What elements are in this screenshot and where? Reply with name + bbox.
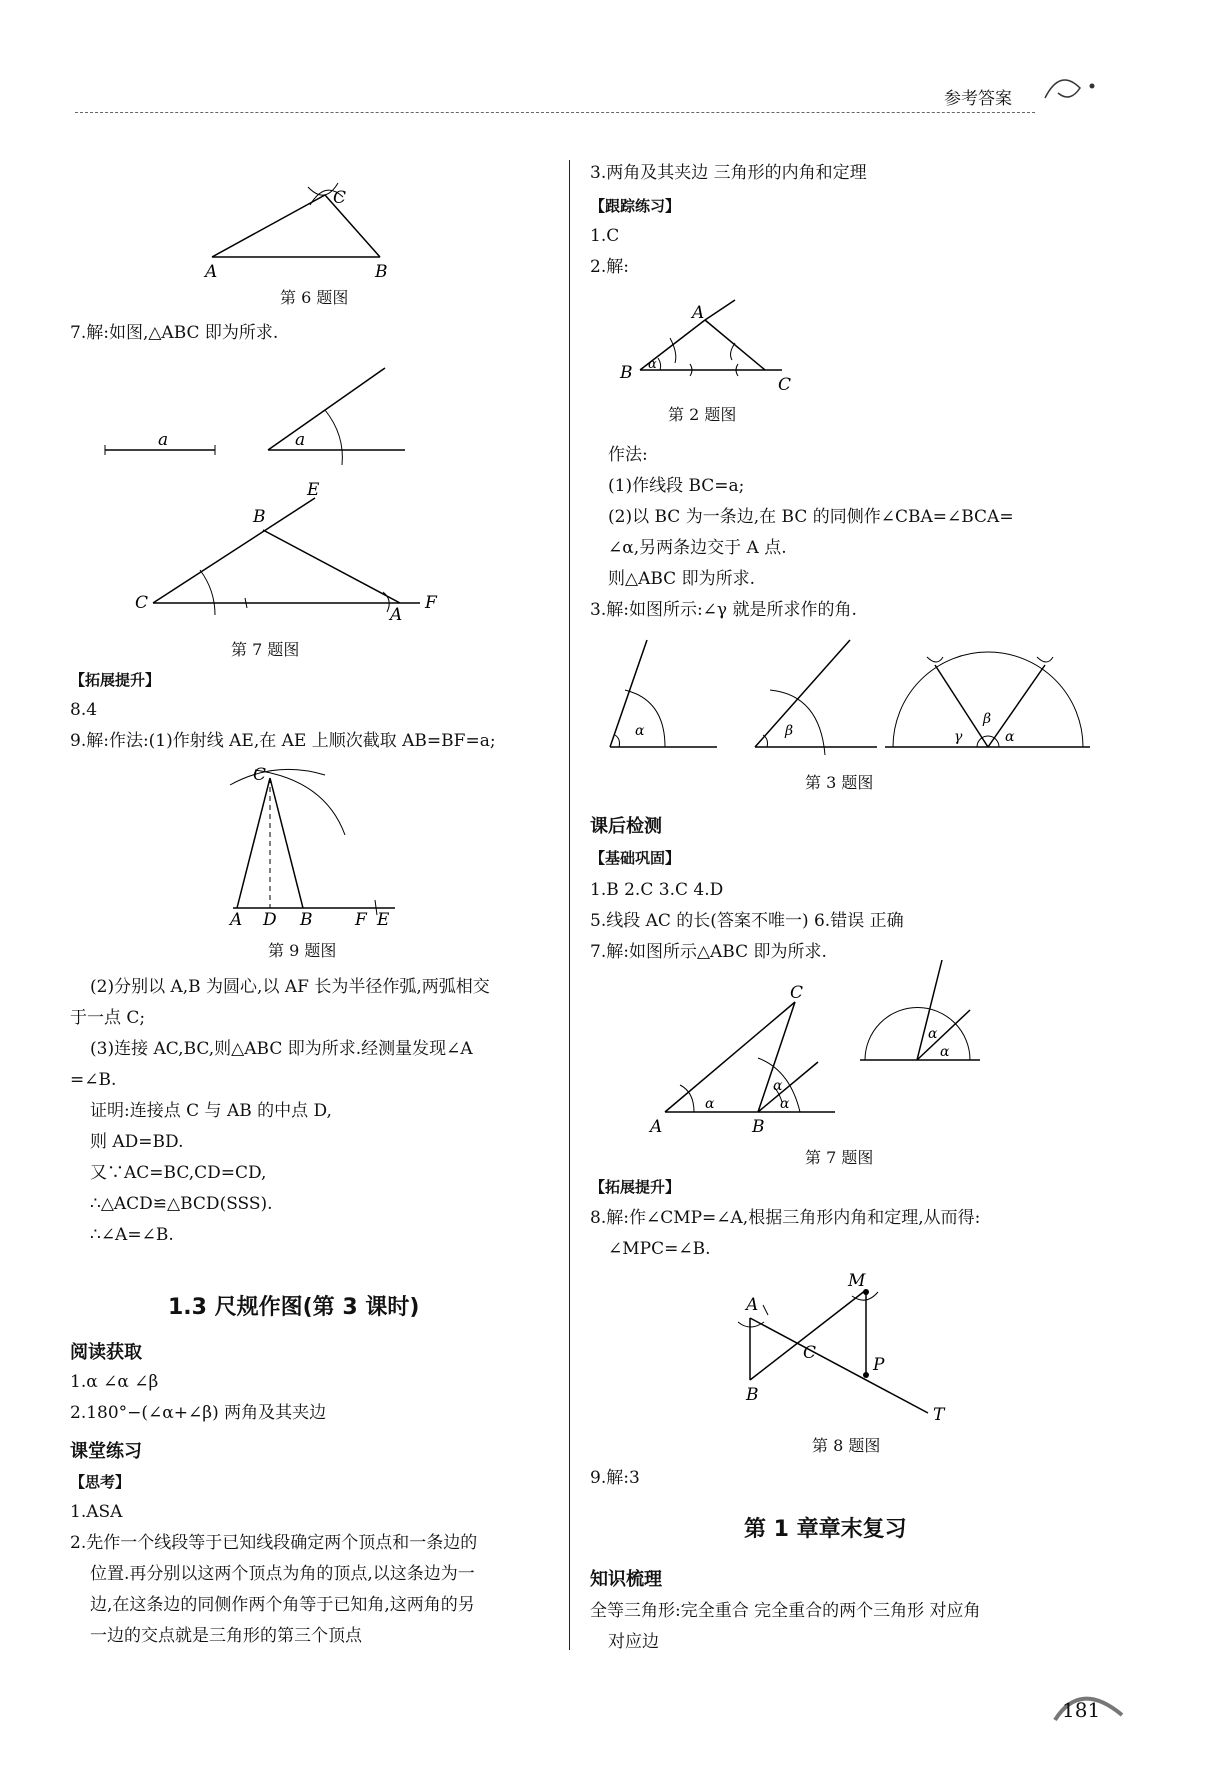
think-label: 【思考】 [70, 1473, 131, 1491]
q8-text: 8.4 [70, 700, 98, 720]
proof-line-3: 又∵AC=BC,CD=CD, [90, 1163, 267, 1183]
proof-line-4: ∴△ACD≌△BCD(SSS). [90, 1194, 273, 1214]
class-answer-2d: 一边的交点就是三角形的第三个顶点 [90, 1626, 362, 1646]
label-C8: C [803, 1343, 817, 1363]
figure-7-right [650, 980, 980, 1135]
label-alpha7b: α [773, 1078, 783, 1094]
label-B2: B [620, 363, 633, 383]
q9-text: 9.解:作法:(1)作射线 AE,在 AE 上顺次截取 AB=BF=a; [70, 731, 496, 751]
tuozhan-label: 【拓展提升】 [70, 671, 161, 689]
fig7r-caption: 第 7 题图 [805, 1148, 874, 1167]
fig9-caption: 第 9 题图 [268, 941, 337, 960]
label-B7: B [253, 507, 266, 527]
after-answer-5to6: 5.线段 AC 的长(答案不唯一) 6.错误 正确 [590, 911, 904, 931]
label-alpha2: α [648, 357, 657, 372]
column-divider [569, 160, 570, 1650]
label-P8: P [873, 1355, 885, 1375]
figure-3 [605, 635, 1090, 755]
fig8-caption: 第 8 题图 [812, 1436, 881, 1455]
label-B9: B [300, 910, 313, 930]
class-answer-2c: 边,在这条边的同侧作两个角等于已知角,这两角的另 [90, 1595, 475, 1615]
label-C7: C [135, 593, 149, 613]
label-alpha7a: α [705, 1096, 715, 1112]
read-heading: 阅读获取 [70, 1342, 142, 1363]
fig3-caption: 第 3 题图 [805, 773, 874, 792]
method-label: 作法: [608, 445, 648, 465]
method-step-2a: (2)以 BC 为一条边,在 BC 的同侧作∠CBA=∠BCA= [608, 507, 1014, 527]
chapter-title: 第 1 章章末复习 [744, 1517, 907, 1542]
read-answer-1: 1.α ∠α ∠β [70, 1372, 159, 1392]
header-title: 参考答案 [944, 89, 1012, 109]
label-D9: D [263, 910, 277, 930]
label-alpha7c: α [780, 1096, 790, 1112]
label-a: a [158, 430, 169, 450]
label-A9: A [230, 910, 243, 930]
method-step-2b: ∠α,另两条边交于 A 点. [608, 538, 787, 558]
q7-text: 7.解:如图,△ABC 即为所求. [70, 323, 279, 343]
label-A7r: A [650, 1117, 663, 1137]
label-alpha3a: α [635, 723, 645, 739]
class-heading: 课堂练习 [70, 1441, 142, 1462]
q9-step2a: (2)分别以 A,B 为圆心,以 AF 长为半径作弧,两弧相交 [90, 977, 490, 997]
class-answer-1: 1.ASA [70, 1502, 123, 1522]
figure-9 [225, 760, 415, 930]
figure-7 [135, 480, 445, 630]
label-F9: F [355, 910, 367, 930]
r1-text: 1.C [590, 226, 620, 246]
q3-text: 3.解:如图所示:∠γ 就是所求作的角. [590, 600, 857, 620]
header-rule [75, 112, 1035, 113]
after-answer-1to4: 1.B 2.C 3.C 4.D [590, 880, 724, 900]
label-F7: F [425, 593, 437, 613]
header-swirl-icon [1040, 68, 1100, 108]
label-beta3b: β [983, 711, 992, 727]
method-step-1: (1)作线段 BC=a; [608, 476, 745, 496]
after-heading: 课后检测 [590, 816, 662, 837]
method-step-3: 则△ABC 即为所求. [608, 569, 755, 589]
read-answer-2: 2.180°−(∠α+∠β) 两角及其夹边 [70, 1403, 327, 1423]
basic-label: 【基础巩固】 [590, 849, 681, 867]
label-A: A [205, 262, 218, 282]
label-E9: E [377, 910, 390, 930]
r2-text: 2.解: [590, 257, 629, 277]
after-answer-8a: 8.解:作∠CMP=∠A,根据三角形内角和定理,从而得: [590, 1208, 981, 1228]
proof-line-5: ∴∠A=∠B. [90, 1225, 174, 1245]
knowledge-line-1: 全等三角形:完全重合 完全重合的两个三角形 对应角 [590, 1601, 981, 1621]
label-E7: E [307, 480, 320, 500]
label-M8: M [848, 1271, 866, 1291]
q9-step3b: =∠B. [70, 1070, 117, 1090]
label-B: B [375, 262, 388, 282]
q9-step2b: 于一点 C; [70, 1008, 146, 1028]
figure-8 [738, 1270, 953, 1425]
label-C2: C [778, 375, 792, 395]
label-alpha7e: α [940, 1044, 950, 1060]
label-A8: A [746, 1295, 759, 1315]
label-alpha7d: α [928, 1026, 938, 1042]
figure-6 [200, 165, 400, 282]
after-answer-8b: ∠MPC=∠B. [608, 1239, 711, 1259]
label-a-angle: a [295, 430, 306, 450]
label-C: C [333, 188, 347, 208]
class-answer-2a: 2.先作一个线段等于已知线段确定两个顶点和一条边的 [70, 1533, 478, 1553]
section-title: 1.3 尺规作图(第 3 课时) [168, 1295, 420, 1320]
label-A2: A [692, 303, 705, 323]
proof-line-1: 证明:连接点 C 与 AB 的中点 D, [90, 1101, 332, 1121]
label-beta3: β [785, 723, 794, 739]
label-alpha3b: α [1005, 729, 1015, 745]
fig7-caption: 第 7 题图 [231, 640, 300, 659]
label-B7r: B [752, 1117, 765, 1137]
class-answer-2b: 位置.再分别以这两个顶点为角的顶点,以这条边为一 [90, 1564, 475, 1584]
label-C9: C [253, 765, 267, 785]
page-number: 181 [1062, 1698, 1101, 1722]
label-T8: T [933, 1405, 945, 1425]
proof-line-2: 则 AD=BD. [90, 1132, 184, 1152]
label-A7: A [390, 605, 403, 625]
q9-step3a: (3)连接 AC,BC,则△ABC 即为所求.经测量发现∠A [90, 1039, 473, 1059]
fig2-caption: 第 2 题图 [668, 405, 737, 424]
tuozhan-label-right: 【拓展提升】 [590, 1178, 681, 1196]
track-label: 【跟踪练习】 [590, 197, 681, 215]
figure-2 [620, 298, 800, 393]
r3-text: 3.两角及其夹边 三角形的内角和定理 [590, 163, 867, 183]
knowledge-heading: 知识梳理 [590, 1569, 662, 1590]
knowledge-line-2: 对应边 [608, 1632, 659, 1652]
label-B8: B [746, 1385, 759, 1405]
after-answer-9: 9.解:3 [590, 1468, 640, 1488]
label-gamma3: γ [954, 729, 963, 745]
after-answer-7: 7.解:如图所示△ABC 即为所求. [590, 942, 827, 962]
label-C7r: C [790, 983, 804, 1003]
figure-7-given [100, 365, 420, 470]
fig6-caption: 第 6 题图 [280, 288, 349, 307]
